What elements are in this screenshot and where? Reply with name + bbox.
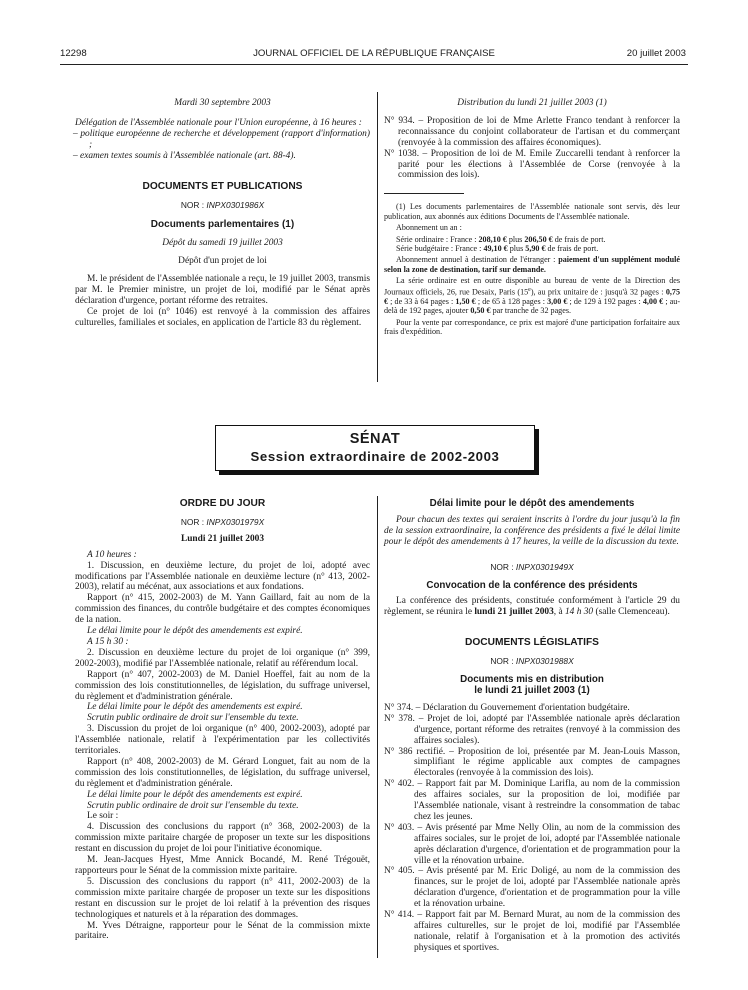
ordre-paragraph: Rapport (n° 407, 2002-2003) de M. Daniel Hoeffel, fait au nom de la commission des lois constitutionnelles, de législation, du suffrage universel, du règlement et d'administration générale. (75, 669, 370, 702)
depot-paragraph: M. le président de l'Assemblée nationale a reçu, le 19 juillet 2003, transmis par M. le Premier ministre, un projet de loi, modifié par le Sénat après déclaration d'urgence, portant réforme des retraites. (75, 274, 370, 306)
document-number: N° 374. (384, 702, 414, 713)
nor-code: INPX0301979X (206, 516, 265, 527)
document-number: N° 403. (384, 822, 415, 833)
nor-line: NOR : INPX0301979X (180, 516, 265, 527)
agenda-date: Mardi 30 septembre 2003 (174, 98, 271, 108)
legislatif-item (384, 703, 680, 714)
ordre-paragraph: Le délai limite pour le dépôt des amendements est expiré. (87, 702, 303, 713)
nor-line: NOR : INPX0301949X (490, 561, 574, 572)
ordre-paragraph: 4. Discussion des conclusions du rapport (n° 368, 2002-2003) de la commission mixte paritaire chargée de proposer un texte sur les dispositions restant en discussion du projet de loi pour l'initiative économique. (75, 822, 370, 855)
legislatif-item (384, 747, 680, 780)
distribution-item: N° 934. – Proposition de loi de Mme Arlette Franco tendant à renforcer la reconnaissance du conjoint collaborateur de l'artisan et du commerçant (renvoyée à la commission des affaires économiques). (384, 115, 681, 148)
document-description: – Avis présenté par Mme Nelly Olin, au nom de la commission des affaires sociales, sur le projet de loi, adopté par l'Assemblée nationale après déclaration d'urgence, d'orientation et de programmation pour la ville et la rénovation urbaine. (414, 822, 680, 866)
assemblee-left-column (75, 98, 370, 329)
ordre-paragraph: Le délai limite pour le dépôt des amendements est expiré. (87, 789, 303, 800)
delegation-text: Délégation de l'Assemblée nationale pour l'Union européenne, à 16 heures : (75, 117, 362, 128)
document-description: – Avis présenté par M. Eric Doligé, au nom de la commission des finances, sur le projet de loi, adopté par l'Assemblée nationale après déclaration d'urgence, d'orientation et de programmation pour la ville et la rénovation urbaine. (414, 866, 681, 910)
legislatif-item (384, 779, 680, 823)
ordre-paragraph: 5. Discussion des conclusions du rapport (n° 411, 2002-2003) de la commission mixte paritaire chargée de proposer un texte sur les dispositions restant en discussion sur le projet de loi relatif à la prévention des risques technologiques et naturels et à la réparation des dommages. (75, 876, 370, 920)
delegation-item: – politique européenne de recherche et développement (rapport d'information) ; (73, 128, 370, 150)
nor-code: INPX0301949X (515, 561, 574, 572)
delegation-item: – examen textes soumis à l'Assemblée nationale (art. 88-4). (73, 150, 296, 161)
footnote-rule (384, 193, 464, 194)
ordre-du-jour-heading: ORDRE DU JOUR (179, 498, 266, 509)
convocation-heading: Convocation de la conférence des présidents (426, 579, 638, 591)
documents-legislatifs-heading: DOCUMENTS LÉGISLATIFS (465, 637, 599, 649)
page-header (60, 46, 688, 60)
footnote-vente: La série ordinaire est en outre disponible au bureau de vente de la Direction des Journaux officiels, 26, rue Desaix, Paris (15e), au prix unitaire de : jusqu'à 32 pages : 0,75 € ; de 33 à 64 pages : 1,50 € ; de 65 à 128 pages : 3,00 € ; de 129 à 192 pages : 4,00 € ; au-delà de 192 pages, ajouter 0,50 € par tranche de 32 pages. (384, 276, 681, 316)
legislatif-item (384, 714, 680, 747)
document-number: N° 405. (384, 866, 415, 877)
legislatif-item (384, 866, 680, 910)
footnote-etranger: Abonnement annuel à destination de l'étranger : paiement d'un supplément modulé selon la zone de destination, tarif sur demande. (384, 255, 681, 274)
delai-heading: Délai limite pour le dépôt des amendements (429, 498, 635, 509)
ordre-paragraph: M. Yves Détraigne, rapporteur pour le Sénat de la commission mixte paritaire. (75, 920, 370, 942)
documents-publications-heading: DOCUMENTS ET PUBLICATIONS (142, 180, 303, 192)
legislatif-item (384, 910, 680, 954)
document-number: N° 386 rectifié. (384, 746, 446, 757)
footnote (384, 202, 680, 336)
ordre-date: Lundi 21 juillet 2003 (180, 533, 265, 544)
footnote-correspondance: Pour la vente par correspondance, ce prix est majoré d'une participation forfaitaire aux frais d'expédition. (384, 317, 680, 336)
distribution-title: Distribution du lundi 21 juillet 2003 (1) (457, 98, 607, 108)
documents-distribution-date: le lundi 21 juillet 2003 (1) (474, 684, 590, 696)
document-description: – Proposition de loi, présentée par M. Jean-Louis Masson, simplifiant le régime applicable aux comptes de campagnes électorales (renvoyée à la commission des lois). (414, 746, 681, 779)
journal-title: JOURNAL OFFICIEL DE LA RÉPUBLIQUE FRANÇAISE (253, 48, 495, 59)
convocation-text: La conférence des présidents, constituée conformément à l'article 29 du règlement, se réunira le lundi 21 juillet 2003, à 14 h 30 (salle Clemenceau). (384, 596, 680, 618)
depot-title: Dépôt d'un projet de loi (178, 256, 267, 267)
senat-title-box (215, 425, 535, 471)
ordre-paragraph: 1. Discussion, en deuxième lecture, du projet de loi, adopté avec modifications par l'Assemblée nationale en deuxième lecture (n° 413, 2002-2003), relatif au mécénat, aux associations et aux fondations. (75, 560, 370, 593)
document-description: – Projet de loi, adopté par l'Assemblée nationale après déclaration d'urgence, portant réforme des retraites (renvoyé à la commission des affaires sociales). (414, 713, 680, 746)
ordre-paragraph: A 10 heures : (87, 549, 137, 560)
ordre-paragraph: 2. Discussion en deuxième lecture du projet de loi organique (n° 399, 2002-2003), modifié par l'Assemblée nationale, relatif au référendum local. (75, 647, 370, 669)
document-number: N° 378. (384, 713, 415, 724)
legislatif-item (384, 823, 680, 867)
nor-code: INPX0301988X (515, 656, 574, 667)
legislatifs-items (384, 703, 680, 954)
ordre-paragraph: 3. Discussion du projet de loi organique (n° 400, 2002-2003), adopté par l'Assemblée nationale, relatif à l'expérimentation par les collectivités territoriales. (75, 724, 370, 757)
ordre-du-jour-paragraphs (75, 550, 370, 943)
footnote-intro: (1) Les documents parlementaires de l'Assemblée nationale sont servis, dès leur publication, aux abonnés aux éditions Documents de l'Assemblée nationale. (384, 202, 680, 221)
column-divider-top (377, 92, 378, 382)
footnote-serie-budgetaire: Série budgétaire : France : 49,10 € plus 5,90 € de frais de port. (396, 243, 599, 253)
ordre-paragraph: M. Jean-Jacques Hyest, Mme Annick Bocandé, M. René Trégouët, rapporteurs pour le Sénat de la commission mixte paritaire. (75, 855, 370, 876)
ordre-paragraph: Rapport (n° 408, 2002-2003) de M. Gérard Longuet, fait au nom de la commission des lois constitutionnelles, de législation, du suffrage universel, du règlement et d'administration générale. (75, 756, 370, 789)
session-subtitle: Session extraordinaire de 2002-2003 (250, 449, 500, 464)
document-number: N° 402. (384, 779, 415, 790)
footnote-abonnement: Abonnement un an : (396, 223, 462, 233)
document-number: N° 414. (384, 910, 415, 921)
documents-parlementaires-heading: Documents parlementaires (1) (150, 219, 295, 231)
page-number: 12298 (60, 48, 87, 59)
nor-line: NOR : INPX0301986X (180, 200, 265, 211)
ordre-paragraph: Rapport (n° 415, 2002-2003) de M. Yann Gaillard, fait au nom de la commission des finances, du contrôle budgétaire et des comptes économiques de la nation. (75, 593, 370, 626)
ordre-paragraph: Scrutin public ordinaire de droit sur l'ensemble du texte. (87, 713, 299, 724)
senat-title: SÉNAT (349, 431, 401, 447)
distribution-item: N° 1038. – Proposition de loi de M. Emile Zuccarelli tendant à renforcer la parité pour les élections à l'Assemblée de Corse (renvoyée à la commission des lois). (384, 148, 681, 181)
ordre-paragraph: A 15 h 30 : (87, 636, 129, 647)
header-rule (60, 64, 688, 65)
delai-text: Pour chacun des textes qui seraient inscrits à l'ordre du jour jusqu'à la fin de la session extraordinaire, la conférence des présidents a fixé le délai limite pour le dépôt des amendements à 17 heures, la veille de la discussion du texte. (384, 514, 680, 547)
ordre-paragraph: Le délai limite pour le dépôt des amendements est expiré. (87, 626, 303, 637)
assemblee-right-column (384, 98, 680, 336)
ordre-paragraph: Le soir : (87, 811, 119, 822)
nor-code: INPX0301986X (206, 200, 265, 211)
column-divider-bottom (377, 496, 378, 958)
document-description: – Déclaration du Gouvernement d'orientation budgétaire. (415, 702, 630, 713)
ordre-du-jour-column (75, 499, 370, 942)
document-description: – Rapport fait par M. Bernard Murat, au nom de la commission des affaires culturelles, sur le projet de loi, modifié par l'Assemblée nationale, relatif à l'organisation et à la promotion des activités physiques et sportives. (414, 910, 680, 953)
footnote-serie-ordinaire: Série ordinaire : France : 208,10 € plus 206,50 € de frais de port. (396, 234, 606, 244)
nor-line: NOR : INPX0301988X (490, 656, 574, 667)
depot-date: Dépôt du samedi 19 juillet 2003 (162, 238, 283, 249)
senat-right-column (384, 499, 680, 954)
depot-paragraph: Ce projet de loi (n° 1046) est renvoyé à la commission des affaires culturelles, familiales et sociales, en application de l'article 83 du règlement. (75, 306, 370, 328)
document-description: – Rapport fait par M. Dominique Larifla, au nom de la commission des affaires sociales, sur la proposition de loi, modifiée par l'Assemblée nationale, visant à restreindre la consommation de tabac chez les jeunes. (414, 779, 680, 822)
ordre-paragraph: Scrutin public ordinaire de droit sur l'ensemble du texte. (87, 800, 299, 811)
documents-distribution-heading: Documents mis en distribution (460, 674, 604, 686)
header-date: 20 juillet 2003 (626, 48, 686, 59)
